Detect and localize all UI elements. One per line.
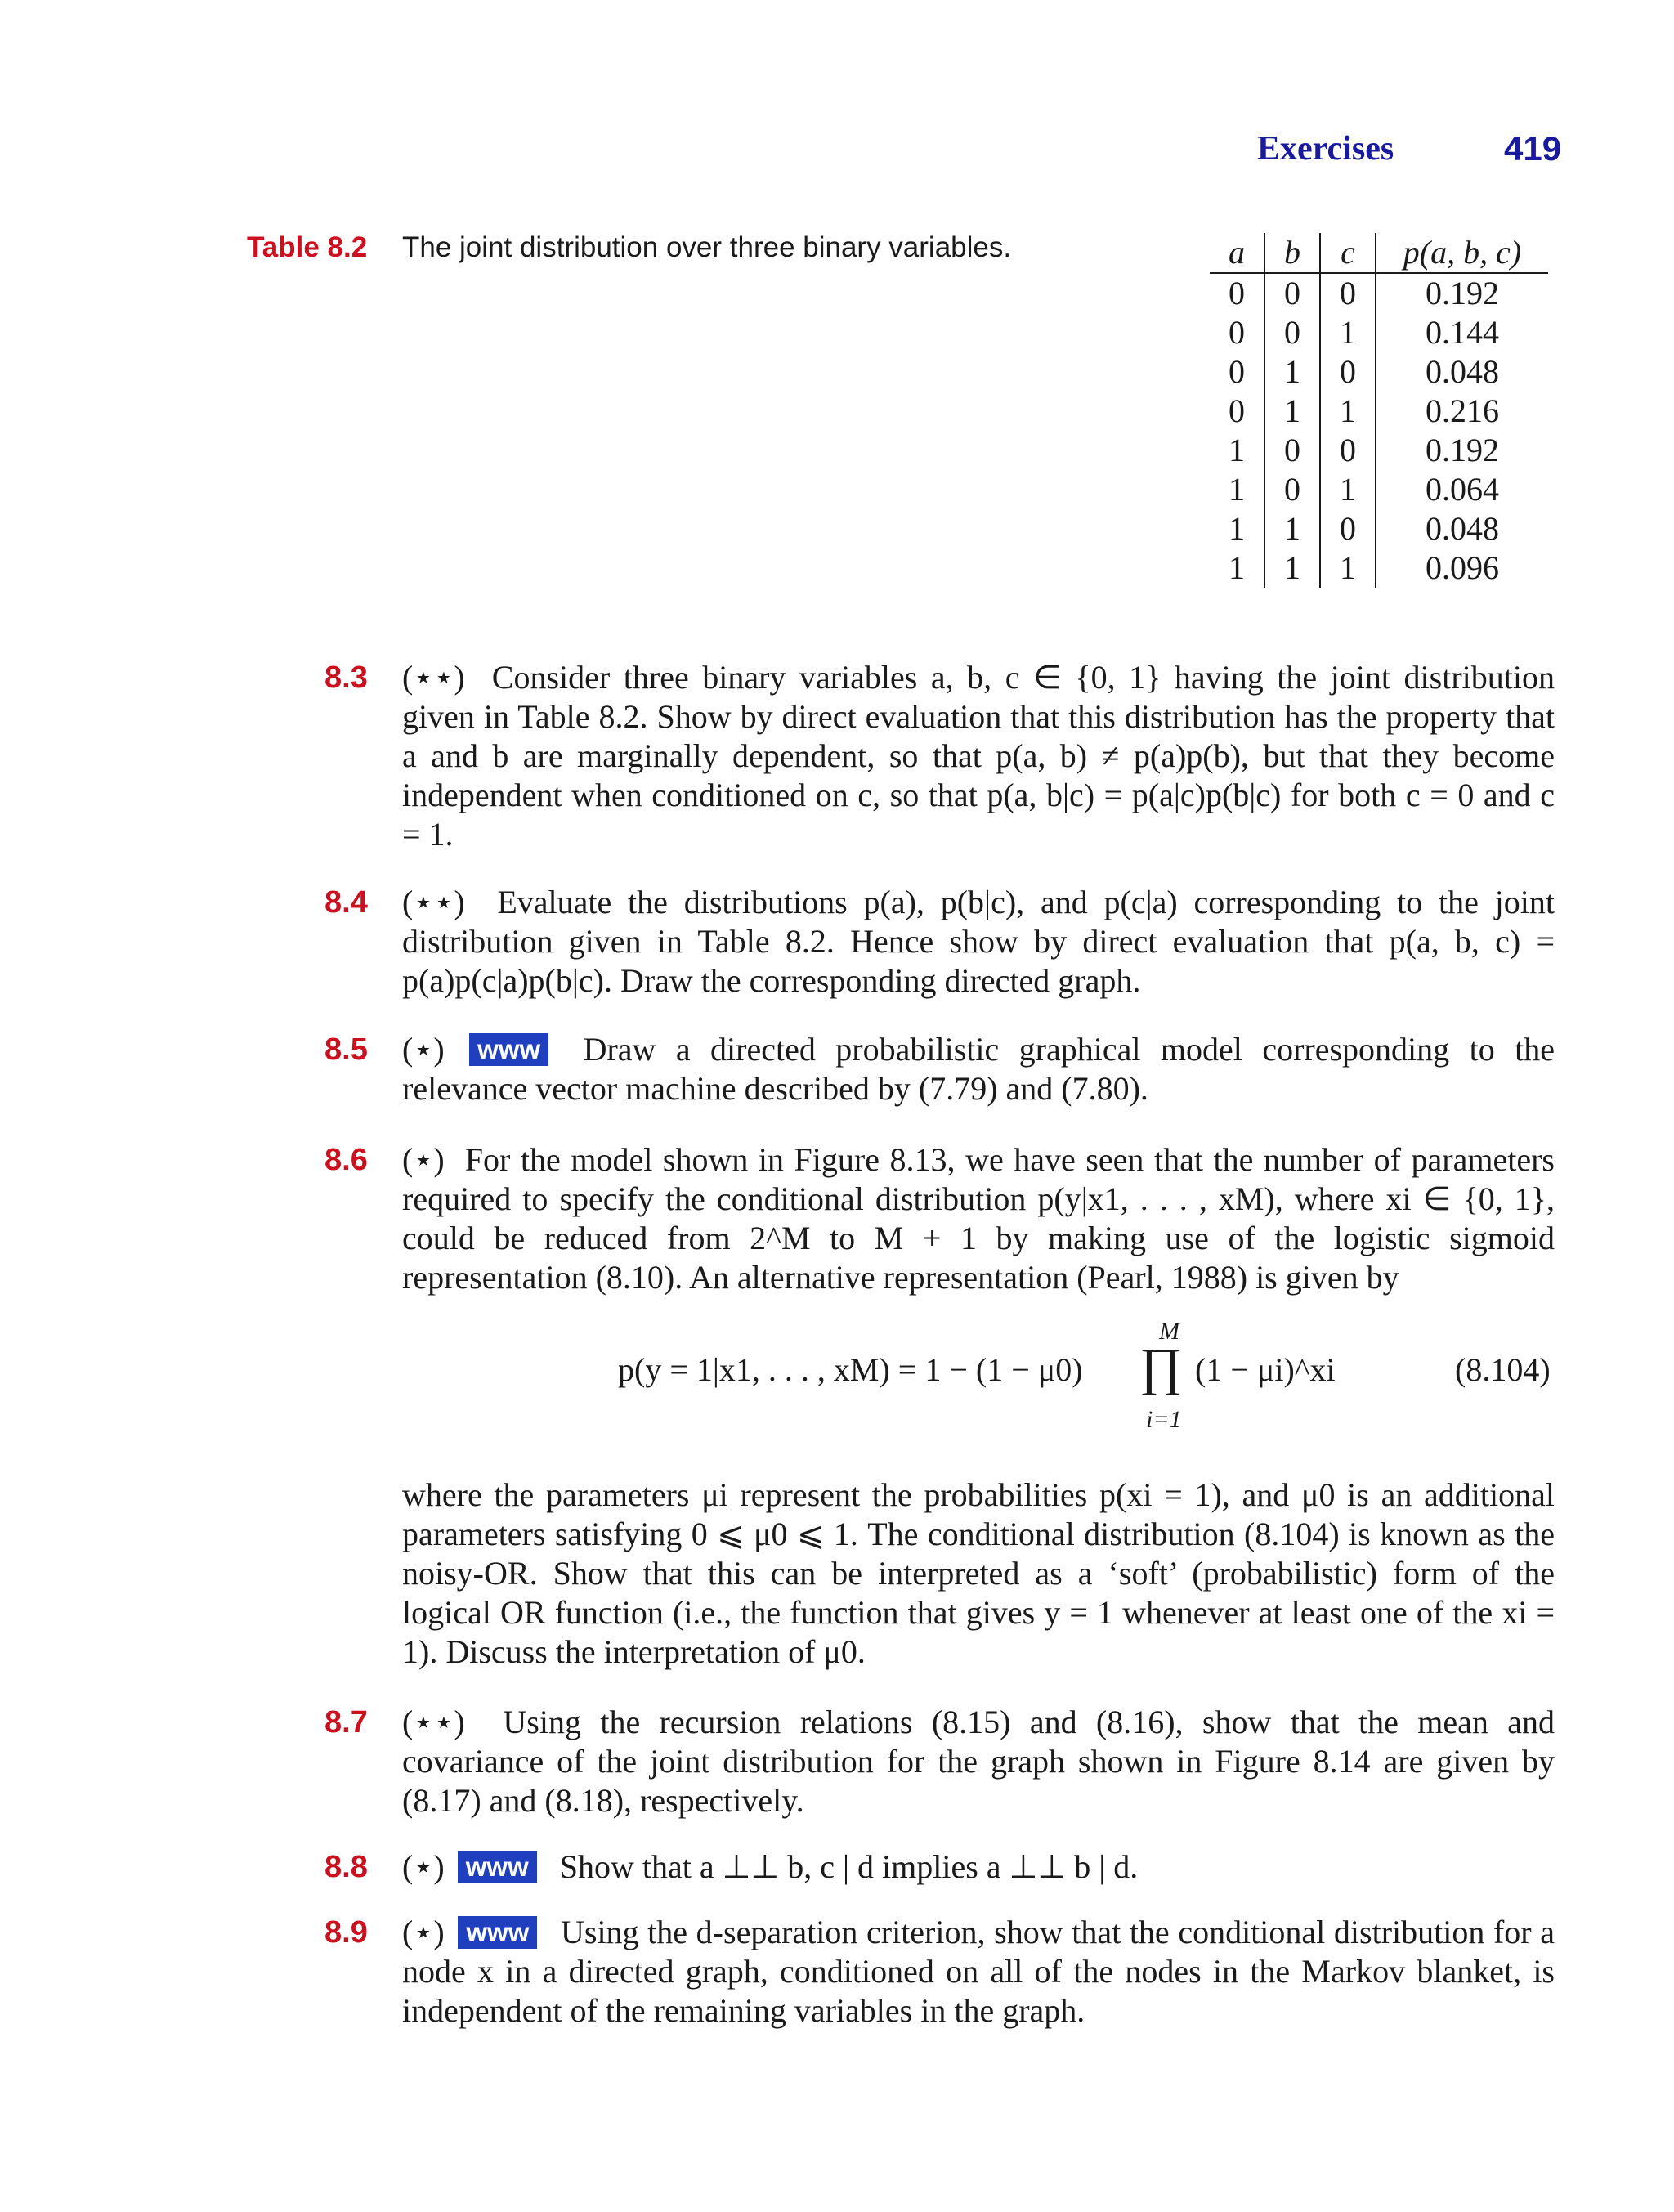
exercise-8-9 [402,1913,1555,2031]
cell-b: 1 [1264,509,1320,549]
cell-c: 1 [1320,313,1376,352]
cell-c: 1 [1320,549,1376,588]
exercise-text: Evaluate the distributions p(a), p(b|c), and p(c|a) corresponding to the joint distribution given in Table 8.2. Hence show by direct evaluation that p(a, b, c) = p(a)p(c|a)p(b|c). Draw the corresponding directed graph. [402,884,1555,999]
column-header-c: c [1320,233,1376,273]
cell-a: 1 [1229,510,1245,547]
cell-p: 0.192 [1376,431,1548,470]
exercise-number-8-5: 8.5 [325,1032,368,1067]
exercise-text: Consider three binary variables a, b, c ∈ {0, 1} having the joint distribution given in Table 8.2. Show by direct evaluation that this distribution has the property that a and b are marginally dependent, so that p(a, b) ≠ p(a)p(b), but that they become independent when conditioned on c, so that p(a, b|c) = p(a|c)p(b|c) for both c = 0 and c = 1. [402,659,1555,853]
table-row [1210,313,1548,352]
cell-a: 1 [1229,471,1245,508]
cell-c: 1 [1320,470,1376,509]
cell-p: 0.096 [1376,549,1548,588]
www-badge[interactable]: www [469,1033,548,1066]
cell-c: 0 [1320,352,1376,392]
table-row [1210,509,1548,549]
column-header-b: b [1264,233,1320,273]
cell-b: 1 [1264,392,1320,431]
exercise-number-8-4: 8.4 [325,885,368,920]
difficulty-stars: (⋆) [402,1848,445,1885]
table-row [1210,431,1548,470]
cell-a: 0 [1229,275,1245,311]
difficulty-stars: (⋆) [402,1031,445,1068]
product-lower-limit: i=1 [1146,1406,1182,1433]
exercise-text: Using the d-separation criterion, show that the conditional distribution for a node x in a directed graph, conditioned on all of the nodes in the Markov blanket, is independent of the remaining variables in the graph. [402,1914,1555,2029]
table-row [1210,273,1548,313]
exercise-text: Show that a ⊥⊥ b, c | d implies a ⊥⊥ b | d. [559,1848,1139,1885]
product-symbol: ∏ [1139,1337,1183,1395]
page-number: 419 [1504,129,1562,168]
cell-a: 0 [1229,314,1245,351]
cell-p: 0.048 [1376,352,1548,392]
cell-a: 1 [1229,549,1245,586]
exercise-number-8-8: 8.8 [325,1850,368,1884]
equation-number: (8.104) [1455,1351,1551,1388]
equation-rhs: (1 − μi)^xi [1195,1351,1336,1388]
product-upper-limit: M [1159,1318,1179,1345]
exercise-number-8-6: 8.6 [325,1143,368,1177]
column-header-p: p(a, b, c) [1376,233,1548,273]
exercise-text: For the model shown in Figure 8.13, we have seen that the number of parameters required to specify the conditional distribution p(y|x1, . . . , xM), where xi ∈ {0, 1}, could be reduced from 2^M to M + 1 by making use of the logistic sigmoid representation (8.10). An alternative representation (Pearl, 1988) is given by [402,1141,1555,1296]
cell-p: 0.064 [1376,470,1548,509]
exercise-8-4 [402,883,1555,1001]
table-row [1210,392,1548,431]
difficulty-stars: (⋆) [402,1914,445,1950]
exercise-8-8 [402,1847,1555,1887]
cell-b: 0 [1264,313,1320,352]
table-row [1210,470,1548,509]
difficulty-stars: (⋆⋆) [402,1704,465,1740]
exercise-text: Using the recursion relations (8.15) and (8.16), show that the mean and covariance of the joint distribution for the graph shown in Figure 8.14 are given by (8.17) and (8.18), respectively. [402,1704,1555,1819]
www-badge[interactable]: www [458,1916,537,1949]
table-row [1210,549,1548,588]
table-row [1210,352,1548,392]
difficulty-stars: (⋆⋆) [402,659,465,696]
exercise-8-6 [402,1140,1555,1297]
difficulty-stars: (⋆⋆) [402,884,465,920]
cell-p: 0.144 [1376,313,1548,352]
cell-p: 0.192 [1376,273,1548,313]
exercise-8-7 [402,1703,1555,1820]
exercise-number-8-7: 8.7 [325,1705,368,1740]
cell-a: 0 [1229,353,1245,390]
cell-b: 0 [1264,273,1320,313]
joint-distribution-table [1210,233,1548,588]
exercise-8-5 [402,1030,1555,1108]
cell-p: 0.048 [1376,509,1548,549]
exercise-8-3 [402,658,1555,854]
exercise-text: Draw a directed probabilistic graphical model corresponding to the relevance vector machine described by (7.79) and (7.80). [402,1031,1555,1107]
table-header-row [1210,233,1548,273]
table-caption: The joint distribution over three binary variables. [402,231,1012,263]
cell-c: 0 [1320,431,1376,470]
exercise-8-6-continued: where the parameters μi represent the probabilities p(xi = 1), and μ0 is an additional parameters satisfying 0 ⩽ μ0 ⩽ 1. The conditional distribution (8.104) is known as the noisy-OR. Show that this can be interpreted as a ‘soft’ (probabilistic) form of the logical OR function (i.e., the function that gives y = 1 whenever at least one of the xi = 1). Discuss the interpretation of μ0. [402,1476,1555,1670]
cell-b: 1 [1264,549,1320,588]
cell-c: 0 [1320,509,1376,549]
exercise-number-8-3: 8.3 [325,660,368,695]
cell-c: 0 [1320,273,1376,313]
running-title: Exercises [1257,130,1394,168]
table-label: Table 8.2 [247,231,368,263]
equation-lhs: p(y = 1|x1, . . . , xM) = 1 − (1 − μ0) [618,1351,1083,1388]
cell-b: 0 [1264,431,1320,470]
cell-b: 1 [1264,352,1320,392]
exercise-number-8-9: 8.9 [325,1915,368,1950]
difficulty-stars: (⋆) [402,1141,445,1178]
cell-p: 0.216 [1376,392,1548,431]
cell-a: 0 [1229,392,1245,429]
cell-a: 1 [1229,432,1245,468]
cell-c: 1 [1320,392,1376,431]
column-header-a: a [1210,233,1264,273]
www-badge[interactable]: www [458,1851,537,1883]
cell-b: 0 [1264,470,1320,509]
